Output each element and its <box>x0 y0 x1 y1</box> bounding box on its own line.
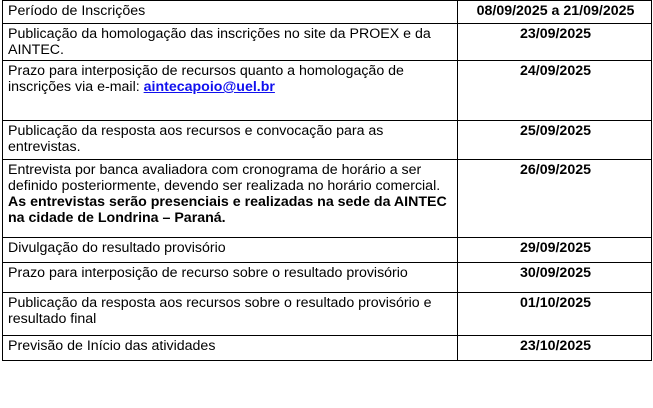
table-row <box>3 160 652 238</box>
row-description: Previsão de Início das atividades <box>3 336 458 361</box>
email-link[interactable]: aintecapoio@uel.br <box>143 79 275 95</box>
row-date: 23/09/2025 <box>458 24 652 61</box>
schedule-table <box>2 0 652 361</box>
row-description-text: Prazo para interposição de recursos quanto a homologação de inscrições via e-mail: <box>8 63 404 95</box>
row-description: Prazo para interposição de recurso sobre o resultado provisório <box>3 263 458 293</box>
row-date: 01/10/2025 <box>458 293 652 336</box>
table-row <box>3 61 652 121</box>
row-description: Publicação da resposta aos recursos sobre o resultado provisório e resultado final <box>3 293 458 336</box>
row-date: 30/09/2025 <box>458 263 652 293</box>
row-date: 25/09/2025 <box>458 121 652 160</box>
row-description: Divulgação do resultado provisório <box>3 238 458 263</box>
table-row <box>3 238 652 263</box>
row-description-bold: As entrevistas serão presenciais e realizadas na sede da AINTEC na cidade de Londrina – Paraná. <box>8 194 447 226</box>
row-description <box>3 160 458 238</box>
table-row <box>3 1 652 24</box>
table-row <box>3 336 652 361</box>
row-description <box>3 61 458 121</box>
row-date: 26/09/2025 <box>458 160 652 238</box>
row-description: Período de Inscrições <box>3 1 458 24</box>
row-date: 08/09/2025 a 21/09/2025 <box>458 1 652 24</box>
table-row <box>3 263 652 293</box>
table-row <box>3 121 652 160</box>
row-date: 24/09/2025 <box>458 61 652 121</box>
row-description: Publicação da resposta aos recursos e convocação para as entrevistas. <box>3 121 458 160</box>
table-row <box>3 293 652 336</box>
row-date: 23/10/2025 <box>458 336 652 361</box>
row-date: 29/09/2025 <box>458 238 652 263</box>
row-description-text: Entrevista por banca avaliadora com cronograma de horário a ser definido posteriormente, devendo ser realizada no horário comercial. <box>8 162 441 194</box>
table-row <box>3 24 652 61</box>
row-description: Publicação da homologação das inscrições no site da PROEX e da AINTEC. <box>3 24 458 61</box>
